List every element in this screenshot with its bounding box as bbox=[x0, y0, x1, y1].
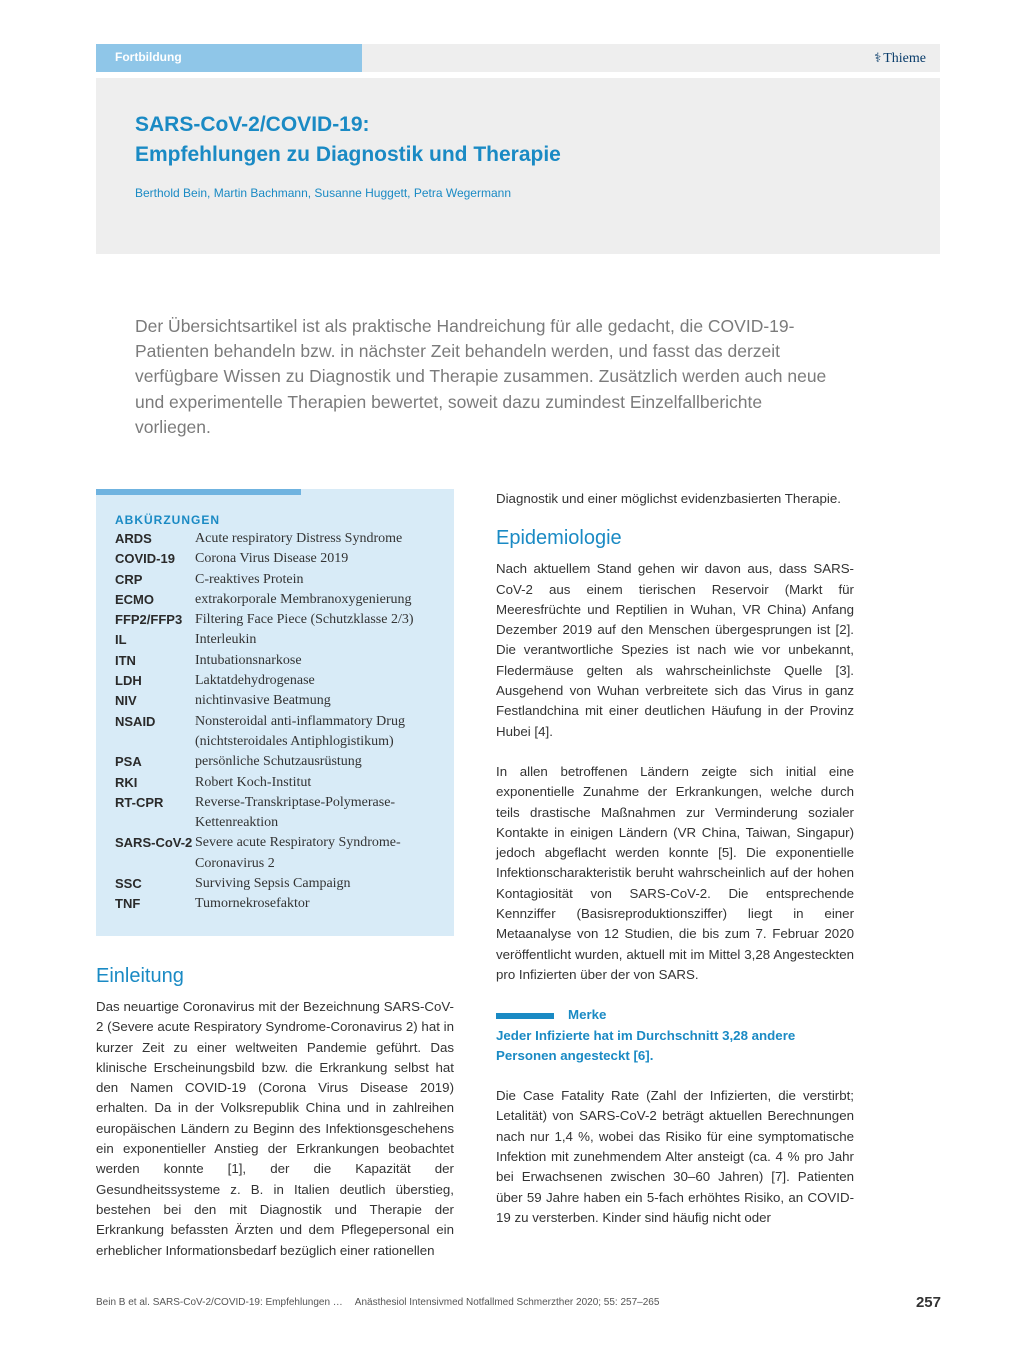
abbreviation-row bbox=[115, 549, 445, 569]
epidemiology-heading: Epidemiologie bbox=[496, 527, 622, 550]
abbreviation-term: RT-CPR bbox=[115, 794, 164, 810]
abbreviation-row bbox=[115, 630, 445, 650]
abbreviation-definition: extrakorporale Membranoxygenierung bbox=[195, 591, 412, 607]
abbreviations-box bbox=[96, 489, 454, 936]
abbreviation-row bbox=[115, 793, 445, 834]
abbreviation-term: LDH bbox=[115, 673, 142, 689]
continuation-paragraph: Diagnostik und einer möglichst evidenzbasierten Therapie. bbox=[496, 491, 841, 506]
page-number: 257 bbox=[915, 1294, 941, 1311]
footer-article-reference: Bein B et al. SARS-CoV-2/COVID-19: Empfehlungen … bbox=[96, 1297, 343, 1308]
abbreviation-row bbox=[115, 773, 445, 793]
merke-text: Jeder Infizierte hat im Durchschnitt 3,28 andere Personen angesteckt [6]. bbox=[496, 1027, 796, 1063]
introduction-section bbox=[96, 964, 454, 1261]
abbreviation-term: SSC bbox=[115, 876, 142, 892]
abbreviation-row bbox=[115, 570, 445, 590]
abbreviation-term: FFP2/FFP3 bbox=[115, 612, 183, 628]
abbreviation-term: CRP bbox=[115, 571, 143, 587]
abbreviations-list bbox=[115, 529, 445, 915]
abbreviation-definition: Severe acute Respiratory Syndrome-Coronavirus 2 bbox=[195, 835, 401, 871]
epidemiology-paragraph-2: In allen betroffenen Ländern zeigte sich initial eine exponentielle Zunahme der Erkrankungen, welche durch teils drastische Maßnahmen zur Verminderung sozialer Kontakte in einigen Ländern (VR China, Taiwan, Singapur) jedoch abgeflacht werden konnte [5]. Die exponentielle Infektionscharakteristik beruht wahrscheinlich auf der hohen Kontagiosität von SARS-CoV-2. Die entsprechende Kennziffer (Basisreproduktionsziffer) liegt in einer Metaanalyse von 12 Studien, die bis zum 7. Februar 2020 veröffentlicht wurden, aktuell mit im Mittel 3,28 Angesteckten pro Infizierten über der von SARS. bbox=[496, 763, 854, 982]
abbreviation-row bbox=[115, 712, 445, 753]
merke-accent-bar bbox=[496, 1013, 554, 1019]
publisher-logo bbox=[874, 50, 926, 67]
abbreviation-term: IL bbox=[115, 632, 127, 648]
header-bar bbox=[362, 44, 940, 72]
abbreviation-definition: C-reaktives Protein bbox=[195, 571, 304, 587]
abbreviation-definition: Nonsteroidal anti-inflammatory Drug (nichtsteroidales Antiphlogistikum) bbox=[195, 713, 405, 749]
abbreviation-term: NIV bbox=[115, 693, 137, 709]
title-line-2: Empfehlungen zu Diagnostik und Therapie bbox=[135, 143, 561, 166]
abbreviation-row bbox=[115, 894, 445, 914]
abbreviation-definition: Tumornekrosefaktor bbox=[195, 896, 310, 912]
abbreviation-row bbox=[115, 752, 445, 772]
abbreviation-term: SARS-CoV-2 bbox=[115, 835, 193, 851]
abbreviation-definition: Intubationsnarkose bbox=[195, 652, 302, 668]
abbreviations-accent-bar bbox=[96, 489, 301, 495]
section-tab-label: Fortbildung bbox=[115, 50, 182, 64]
abbreviation-row bbox=[115, 833, 445, 874]
abbreviation-row bbox=[115, 529, 445, 549]
footer-journal-reference: Anästhesiol Intensivmed Notfallmed Schmerzther 2020; 55: 257–265 bbox=[354, 1297, 660, 1308]
introduction-heading: Einleitung bbox=[96, 965, 184, 987]
abbreviation-term: ARDS bbox=[115, 531, 152, 546]
abbreviation-definition: Reverse-Transkriptase-Polymerase-Kettenreaktion bbox=[195, 794, 396, 831]
epidemiology-paragraph-3: Die Case Fatality Rate (Zahl der Infizierten, die verstirbt; Letalität) von SARS-CoV-2 beträgt aktuellen Berechnungen nach nur 1,4 %, wobei das Risiko für eine symptomatische Infektion mit zunehmendem Alter ansteigt (ca. 4 % pro Jahr bei Erwachsenen zwischen 30–60 Jahren) [7]. Patienten über 59 Jahre haben ein 5-fach erhöhtes Risiko, an COVID-19 zu versterben. Kinder sind häufig nicht oder bbox=[496, 1088, 854, 1225]
abbreviation-definition: Laktatdehydrogenase bbox=[195, 673, 315, 689]
introduction-paragraph: Das neuartige Coronavirus mit der Bezeichnung SARS-CoV-2 (Severe acute Respiratory Syndrome-Coronavirus 2) hat in kurzer Zeit zu einer weltweiten Pandemie geführt. Das klinische Erscheinungsbild bzw. die Erkrankung selbst hat den Namen COVID-19 (Corona Virus Disease 2019) erhalten. Da in der Volksrepublik China und in zahlreihen europäischen Ländern zu Beginn des Infektionsgeschehens ein exponentieller Anstieg der Erkrankungen beobachtet werden konnte [1], der die Kapazität der Gesundheitssysteme z. B. in Italien deutlich überstieg, bestehen bei den mit Diagnostik und Therapie der Erkrankung befassten Ärzten und dem Pflegepersonal ein erheblicher Informationsbedarf bezüglich einer rationellen bbox=[96, 999, 454, 1258]
section-tab bbox=[96, 44, 362, 72]
merke-header bbox=[496, 1005, 854, 1025]
abbreviation-term: RKI bbox=[115, 774, 138, 790]
abbreviation-term: PSA bbox=[115, 754, 142, 770]
merke-label: Merke bbox=[568, 1007, 607, 1023]
abbreviation-row bbox=[115, 651, 445, 671]
abbreviation-row bbox=[115, 691, 445, 711]
abbreviation-row bbox=[115, 610, 445, 630]
merke-box bbox=[496, 1005, 854, 1066]
abbreviation-definition: Interleukin bbox=[195, 632, 257, 648]
title-block bbox=[96, 78, 940, 254]
abbreviation-definition: Robert Koch-Institut bbox=[195, 774, 312, 790]
abbreviation-definition: Corona Virus Disease 2019 bbox=[195, 551, 349, 567]
abbreviation-definition: Acute respiratory Distress Syndrome bbox=[195, 531, 403, 546]
abbreviation-term: ITN bbox=[115, 652, 136, 668]
abstract: Der Übersichtsartikel ist als praktische Handreichung für alle gedacht, die COVID-19-Patienten behandeln bzw. in nächster Zeit behandeln werden, und fasst das derzeit verfügbare Wissen zu Diagnostik und Therapie zusammen. Zusätzlich werden auch neue und experimentelle Therapien bewertet, soweit dazu zumindest Einzelfallberichte vorliegen. bbox=[135, 316, 827, 437]
abbreviation-definition: Surviving Sepsis Campaign bbox=[195, 876, 351, 892]
title-line-1: SARS-CoV-2/COVID-19: bbox=[135, 113, 370, 136]
author-list: Berthold Bein, Martin Bachmann, Susanne Huggett, Petra Wegermann bbox=[135, 186, 511, 200]
right-column bbox=[496, 489, 854, 1228]
abbreviation-term: NSAID bbox=[115, 713, 156, 729]
abbreviation-row bbox=[115, 671, 445, 691]
article-title bbox=[135, 110, 561, 170]
abbreviation-term: TNF bbox=[115, 896, 141, 912]
abbreviation-row bbox=[115, 874, 445, 894]
abbreviation-definition: Filtering Face Piece (Schutzklasse 2/3) bbox=[195, 612, 414, 628]
abbreviation-term: COVID-19 bbox=[115, 551, 175, 567]
abbreviation-term: ECMO bbox=[115, 591, 154, 607]
abbreviations-heading: ABKÜRZUNGEN bbox=[115, 513, 220, 527]
thieme-mark-icon: ⚕ bbox=[874, 50, 882, 65]
abbreviation-definition: nichtinvasive Beatmung bbox=[195, 693, 331, 709]
abbreviation-row bbox=[115, 590, 445, 610]
epidemiology-paragraph-1: Nach aktuellem Stand gehen wir davon aus, dass SARS-CoV-2 aus einem tierischen Reservoir (Markt für Meeresfrüchte und Reptilien in Wuhan, VR China) Anfang Dezember 2019 auf den Menschen übergesprungen ist [2]. Die verantwortliche Spezies ist nach wie vor unbekannt, Fledermäuse gelten als wahrscheinlichste Quelle [3]. Ausgehend von Wuhan verbreitete sich das Virus in ganz Festlandchina mit einer deutlichen Häufung in der Provinz Hubei [4]. bbox=[496, 561, 854, 739]
publisher-logo-text: Thieme bbox=[883, 51, 926, 66]
footer-citation bbox=[96, 1297, 659, 1308]
abbreviation-definition: persönliche Schutzausrüstung bbox=[195, 754, 362, 770]
